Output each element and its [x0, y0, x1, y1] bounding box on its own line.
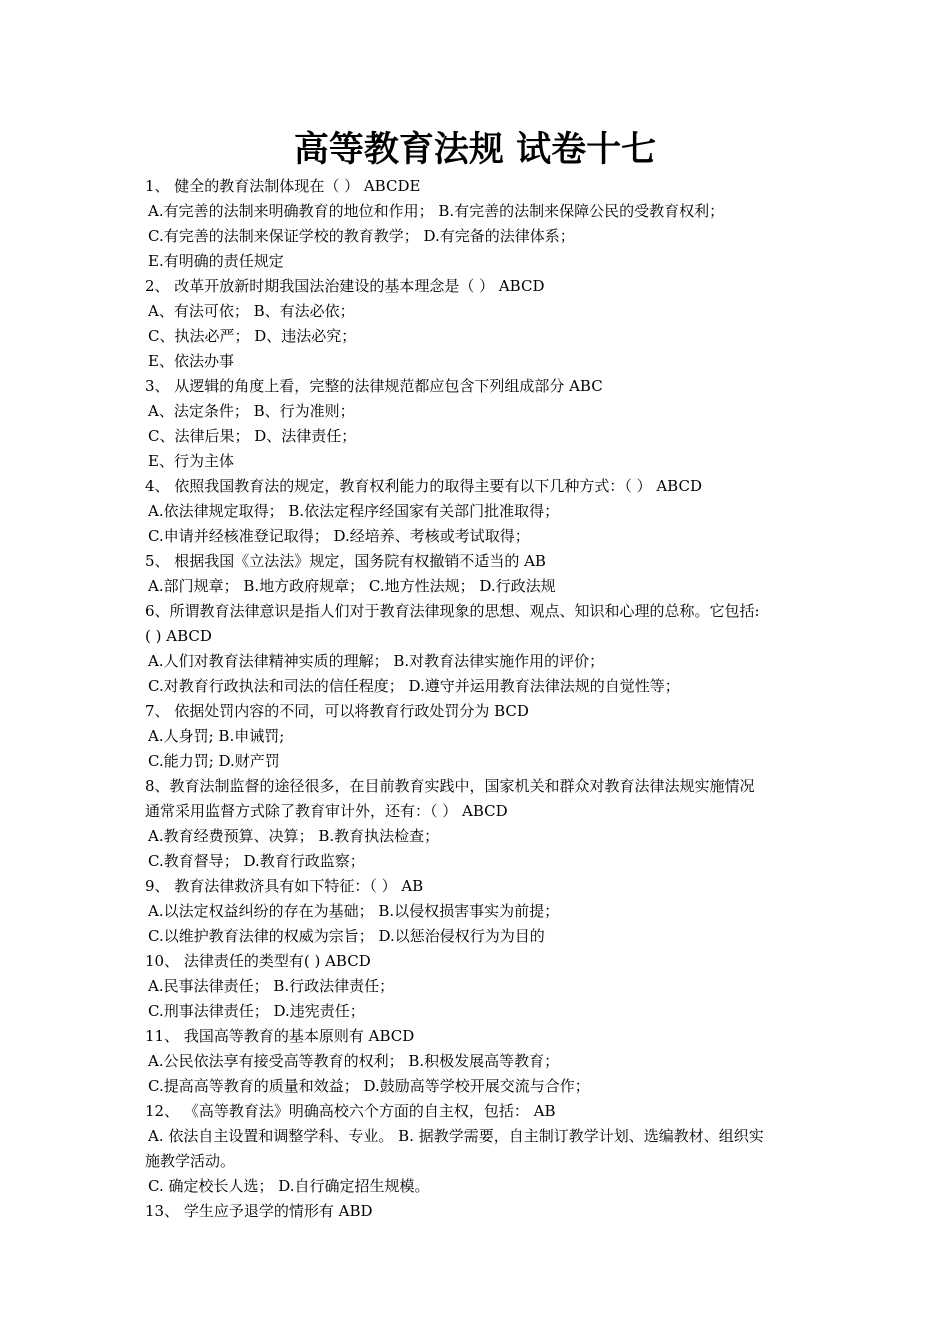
document-title: 高等教育法规 试卷十七 — [293, 129, 657, 170]
question-line: 1、 健全的教育法制体现在（ ） ABCDE — [145, 177, 421, 195]
answer-options-line: C.能力罚; D.财产罚 — [148, 752, 280, 770]
answer-options-line: C.刑事法律责任； D.违宪责任； — [148, 1002, 365, 1020]
question-list — [145, 174, 810, 1224]
question-line: 通常采用监督方式除了教育审计外，还有：（ ） ABCD — [145, 802, 508, 820]
question-line: 6、所谓教育法律意识是指人们对于教育法律现象的思想、观点、知识和心理的总称。它包括: — [145, 602, 760, 620]
answer-options-line: E、行为主体 — [148, 452, 234, 470]
answer-options-line: A.以法定权益纠纷的存在为基础； B.以侵权损害事实为前提； — [148, 902, 560, 920]
answer-options-line: A、有法可依； B、有法必依； — [148, 302, 355, 320]
question-line: 3、 从逻辑的角度上看，完整的法律规范都应包含下列组成部分 ABC — [145, 377, 603, 395]
question-line: 2、 改革开放新时期我国法治建设的基本理念是（ ） ABCD — [145, 277, 545, 295]
question-line: 8、教育法制监督的途径很多，在目前教育实践中，国家机关和群众对教育法律法规实施情况 — [145, 777, 755, 795]
answer-options-line: A.人们对教育法律精神实质的理解； B.对教育法律实施作用的评价； — [148, 652, 605, 670]
question-line: 13、 学生应予退学的情形有 ABD — [145, 1202, 373, 1220]
answer-options-line: E、依法办事 — [148, 352, 234, 370]
question-line: 9、 教育法律救济具有如下特征：（ ） AB — [145, 877, 424, 895]
question-line: 5、 根据我国《立法法》规定，国务院有权撤销不适当的 AB — [145, 552, 546, 570]
answer-options-line: C.对教育行政执法和司法的信任程度； D.遵守并运用教育法律法规的自觉性等； — [148, 677, 680, 695]
answer-options-line: C.提高高等教育的质量和效益； D.鼓励高等学校开展交流与合作； — [148, 1077, 590, 1095]
answer-options-line: C.申请并经核准登记取得； D.经培养、考核或考试取得； — [148, 527, 530, 545]
answer-options-line: A.公民依法享有接受高等教育的权利； B.积极发展高等教育； — [148, 1052, 560, 1070]
answer-options-line: A. 依法自主设置和调整学科、专业。 B. 据教学需要，自主制订教学计划、选编教材、组织实 — [148, 1127, 764, 1145]
answer-options-line: A.有完善的法制来明确教育的地位和作用； B.有完善的法制来保障公民的受教育权利； — [148, 202, 725, 220]
answer-options-line: C.以维护教育法律的权威为宗旨； D.以惩治侵权行为为目的 — [148, 927, 545, 945]
question-line: 7、 依据处罚内容的不同，可以将教育行政处罚分为 BCD — [145, 702, 529, 720]
question-line: ( ) ABCD — [145, 627, 212, 645]
question-line: 4、 依照我国教育法的规定，教育权利能力的取得主要有以下几种方式：（ ） ABCD — [145, 477, 702, 495]
answer-options-line: C. 确定校长人选； D.自行确定招生规模。 — [148, 1177, 430, 1195]
question-line: 10、 法律责任的类型有( ) ABCD — [145, 952, 371, 970]
question-line: 11、 我国高等教育的基本原则有 ABCD — [145, 1027, 415, 1045]
answer-options-line: A.民事法律责任； B.行政法律责任； — [148, 977, 395, 995]
answer-options-line: C、执法必严； D、违法必究； — [148, 327, 357, 345]
question-line: 施教学活动。 — [145, 1152, 236, 1170]
answer-options-line: A.人身罚; B.申诫罚; — [148, 727, 285, 745]
answer-options-line: C、法律后果； D、法律责任； — [148, 427, 357, 445]
question-line: 12、 《高等教育法》明确高校六个方面的自主权，包括： AB — [145, 1102, 556, 1120]
answer-options-line: A.依法律规定取得； B.依法定程序经国家有关部门批准取得； — [148, 502, 560, 520]
answer-options-line: C.有完善的法制来保证学校的教育教学； D.有完备的法律体系； — [148, 227, 575, 245]
answer-options-line: C.教育督导； D.教育行政监察； — [148, 852, 365, 870]
answer-options-line: A.部门规章； B.地方政府规章； C.地方性法规； D.行政法规 — [148, 577, 556, 595]
answer-options-line: E.有明确的责任规定 — [148, 252, 284, 270]
answer-options-line: A、法定条件； B、行为准则； — [148, 402, 355, 420]
answer-options-line: A.教育经费预算、决算； B.教育执法检查； — [148, 827, 440, 845]
